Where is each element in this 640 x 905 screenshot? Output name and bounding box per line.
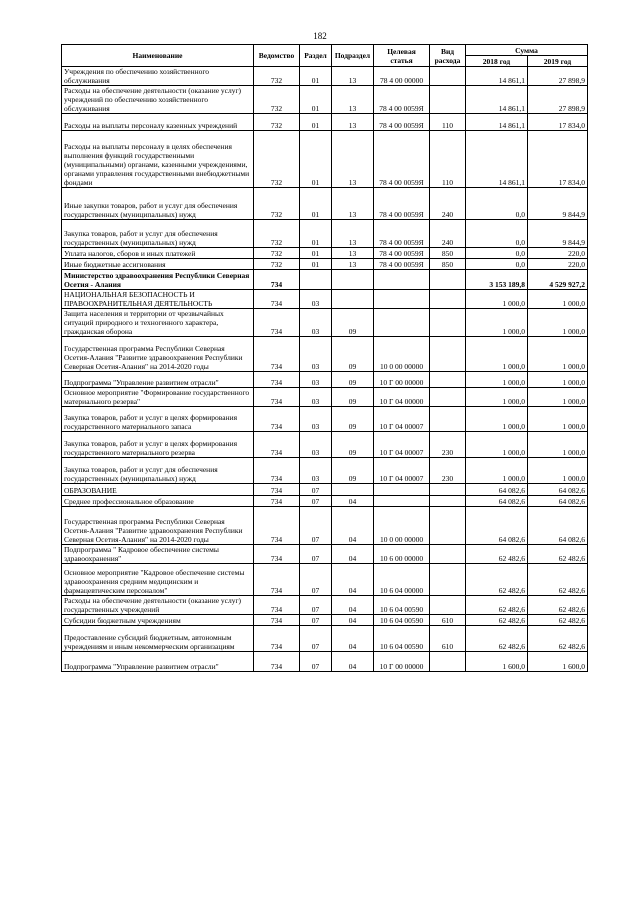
cell-v2019: 1 000,0 (528, 309, 588, 337)
table-row (62, 596, 588, 615)
cell-target: 10 6 04 00590 (374, 596, 430, 615)
header-dept: Ведомство (254, 45, 300, 67)
cell-sub: 04 (332, 652, 374, 672)
table-row (62, 407, 588, 432)
cell-exp: 110 (430, 131, 466, 188)
cell-exp (430, 496, 466, 507)
header-2018: 2018 год (466, 56, 528, 67)
cell-target: 78 4 00 0059Я (374, 114, 430, 131)
cell-sec: 07 (300, 484, 332, 496)
cell-sub: 09 (332, 337, 374, 372)
cell-exp (430, 372, 466, 388)
cell-v2019: 4 529 927,2 (528, 270, 588, 290)
cell-target (374, 496, 430, 507)
cell-exp (430, 388, 466, 407)
table-row (62, 248, 588, 259)
cell-v2018: 62 482,6 (466, 615, 528, 626)
cell-exp (430, 596, 466, 615)
cell-target (374, 290, 430, 309)
cell-exp (430, 309, 466, 337)
cell-name: Основное мероприятие "Формирование государственного материального резерва" (62, 388, 254, 407)
cell-sub: 04 (332, 615, 374, 626)
table-row (62, 496, 588, 507)
cell-sec: 01 (300, 188, 332, 220)
cell-sub: 13 (332, 188, 374, 220)
cell-sec: 01 (300, 86, 332, 114)
cell-sec: 03 (300, 388, 332, 407)
table-row (62, 86, 588, 114)
cell-name: Предоставление субсидий бюджетным, автономным учреждениям и иным некоммерческим организациям (62, 626, 254, 652)
cell-dept: 734 (254, 372, 300, 388)
cell-sub: 13 (332, 248, 374, 259)
cell-v2018: 14 861,1 (466, 114, 528, 131)
cell-name: Уплата налогов, сборов и иных платежей (62, 248, 254, 259)
cell-v2019: 1 000,0 (528, 290, 588, 309)
cell-sec: 03 (300, 290, 332, 309)
cell-v2019: 64 082,6 (528, 507, 588, 545)
cell-exp: 230 (430, 432, 466, 458)
cell-dept: 732 (254, 248, 300, 259)
cell-v2019: 64 082,6 (528, 496, 588, 507)
table-row (62, 388, 588, 407)
cell-exp (430, 290, 466, 309)
cell-v2018: 1 000,0 (466, 372, 528, 388)
cell-exp (430, 507, 466, 545)
cell-name: Государственная программа Республики Северная Осетия-Алания "Развитие здравоохранения Республики Северная Осетия-Алания" на 2014-2020 годы (62, 337, 254, 372)
cell-sub (332, 484, 374, 496)
cell-dept: 734 (254, 545, 300, 564)
cell-v2018: 1 000,0 (466, 309, 528, 337)
cell-target (374, 270, 430, 290)
cell-name: Расходы на выплаты персоналу казенных учреждений (62, 114, 254, 131)
cell-dept: 734 (254, 615, 300, 626)
cell-sub (332, 290, 374, 309)
cell-dept: 732 (254, 131, 300, 188)
cell-target: 10 Г 04 00007 (374, 432, 430, 458)
cell-exp (430, 407, 466, 432)
cell-v2019: 62 482,6 (528, 564, 588, 596)
cell-v2019: 9 844,9 (528, 220, 588, 248)
cell-target: 78 4 00 0059Я (374, 220, 430, 248)
cell-dept: 732 (254, 67, 300, 86)
cell-target (374, 309, 430, 337)
cell-exp (430, 67, 466, 86)
table-row (62, 615, 588, 626)
cell-sub: 04 (332, 507, 374, 545)
cell-sub (332, 270, 374, 290)
cell-sub: 13 (332, 86, 374, 114)
cell-target: 10 0 00 00000 (374, 507, 430, 545)
cell-target: 10 6 04 00000 (374, 564, 430, 596)
cell-name: ОБРАЗОВАНИЕ (62, 484, 254, 496)
cell-sec: 07 (300, 507, 332, 545)
table-row (62, 220, 588, 248)
cell-name: Подпрограмма " Кадровое обеспечение системы здравоохранения" (62, 545, 254, 564)
cell-name: Защита населения и территории от чрезвычайных ситуаций природного и техногенного характера, гражданская оборона (62, 309, 254, 337)
cell-sec: 01 (300, 259, 332, 270)
cell-sub: 09 (332, 372, 374, 388)
cell-v2018: 0,0 (466, 188, 528, 220)
cell-v2018: 1 000,0 (466, 407, 528, 432)
cell-v2019: 220,0 (528, 248, 588, 259)
cell-sub: 13 (332, 220, 374, 248)
cell-exp: 240 (430, 220, 466, 248)
cell-v2019: 1 600,0 (528, 652, 588, 672)
cell-v2018: 14 861,1 (466, 86, 528, 114)
cell-exp: 610 (430, 626, 466, 652)
cell-sec: 07 (300, 564, 332, 596)
cell-name: Государственная программа Республики Северная Осетия-Алания "Развитие здравоохранения Республики Северная Осетия-Алания" на 2014-2020 годы (62, 507, 254, 545)
table-row (62, 545, 588, 564)
cell-sec (300, 270, 332, 290)
cell-v2019: 62 482,6 (528, 615, 588, 626)
cell-v2019: 64 082,6 (528, 484, 588, 496)
cell-dept: 734 (254, 484, 300, 496)
cell-v2018: 64 082,6 (466, 484, 528, 496)
cell-v2018: 64 082,6 (466, 507, 528, 545)
cell-name: Подпрограмма "Управление развитием отрасли" (62, 372, 254, 388)
cell-target: 10 6 00 00000 (374, 545, 430, 564)
table-row (62, 114, 588, 131)
cell-name: Закупка товаров, работ и услуг в целях формирования государственного материального запаса (62, 407, 254, 432)
cell-v2019: 1 000,0 (528, 407, 588, 432)
table-row (62, 309, 588, 337)
cell-exp: 230 (430, 458, 466, 484)
cell-dept: 734 (254, 507, 300, 545)
header-subsection: Подраздел (332, 45, 374, 67)
cell-name: Субсидии бюджетным учреждениям (62, 615, 254, 626)
table-row (62, 564, 588, 596)
cell-dept: 734 (254, 564, 300, 596)
cell-v2019: 220,0 (528, 259, 588, 270)
cell-sec: 01 (300, 67, 332, 86)
cell-exp (430, 270, 466, 290)
cell-target: 78 4 00 0059Я (374, 188, 430, 220)
cell-sec: 07 (300, 626, 332, 652)
cell-v2018: 0,0 (466, 220, 528, 248)
cell-exp: 610 (430, 615, 466, 626)
cell-v2019: 62 482,6 (528, 545, 588, 564)
cell-name: Основное мероприятие "Кадровое обеспечение системы здравоохранения средним медицинским и фармацевтическим персоналом" (62, 564, 254, 596)
table-row (62, 131, 588, 188)
cell-dept: 732 (254, 220, 300, 248)
cell-v2018: 1 000,0 (466, 388, 528, 407)
header-2019: 2019 год (528, 56, 588, 67)
cell-sub: 13 (332, 67, 374, 86)
cell-sec: 03 (300, 432, 332, 458)
cell-v2019: 17 834,0 (528, 114, 588, 131)
cell-v2019: 1 000,0 (528, 372, 588, 388)
cell-dept: 732 (254, 259, 300, 270)
header-section: Раздел (300, 45, 332, 67)
cell-target: 78 4 00 00000 (374, 67, 430, 86)
cell-sec: 03 (300, 372, 332, 388)
table-row (62, 626, 588, 652)
cell-dept: 734 (254, 290, 300, 309)
cell-v2018: 3 153 189,8 (466, 270, 528, 290)
cell-name: Закупка товаров, работ и услуг для обеспечения государственных (муниципальных) нужд (62, 220, 254, 248)
cell-target: 10 0 00 00000 (374, 337, 430, 372)
cell-sec: 01 (300, 114, 332, 131)
cell-v2018: 0,0 (466, 248, 528, 259)
cell-sec: 07 (300, 596, 332, 615)
table-body (62, 67, 588, 672)
cell-exp (430, 337, 466, 372)
cell-dept: 734 (254, 270, 300, 290)
cell-exp: 110 (430, 114, 466, 131)
cell-sub: 09 (332, 458, 374, 484)
cell-dept: 734 (254, 652, 300, 672)
cell-dept: 732 (254, 188, 300, 220)
cell-target: 10 6 04 00590 (374, 615, 430, 626)
cell-target: 10 Г 04 00007 (374, 458, 430, 484)
cell-target: 10 Г 04 00007 (374, 407, 430, 432)
cell-target: 78 4 00 0059Я (374, 86, 430, 114)
cell-dept: 734 (254, 432, 300, 458)
cell-dept: 734 (254, 388, 300, 407)
cell-v2019: 1 000,0 (528, 388, 588, 407)
cell-target: 78 4 00 0059Я (374, 259, 430, 270)
cell-name: НАЦИОНАЛЬНАЯ БЕЗОПАСНОСТЬ И ПРАВООХРАНИТЕЛЬНАЯ ДЕЯТЕЛЬНОСТЬ (62, 290, 254, 309)
cell-v2018: 1 000,0 (466, 290, 528, 309)
cell-target: 10 6 04 00590 (374, 626, 430, 652)
cell-v2018: 0,0 (466, 259, 528, 270)
cell-sub: 04 (332, 596, 374, 615)
cell-name: Закупка товаров, работ и услуг для обеспечения государственных (муниципальных) нужд (62, 458, 254, 484)
table-row (62, 432, 588, 458)
cell-v2019: 1 000,0 (528, 458, 588, 484)
cell-dept: 734 (254, 596, 300, 615)
cell-exp (430, 652, 466, 672)
cell-name: Иные бюджетные ассигнования (62, 259, 254, 270)
cell-v2018: 62 482,6 (466, 545, 528, 564)
cell-v2018: 1 000,0 (466, 337, 528, 372)
cell-sec: 03 (300, 309, 332, 337)
cell-target: 10 Г 00 00000 (374, 372, 430, 388)
cell-sub: 13 (332, 259, 374, 270)
cell-v2019: 27 898,9 (528, 67, 588, 86)
cell-sub: 09 (332, 407, 374, 432)
cell-v2019: 27 898,9 (528, 86, 588, 114)
cell-v2018: 62 482,6 (466, 564, 528, 596)
cell-v2018: 14 861,1 (466, 131, 528, 188)
cell-target: 10 Г 04 00000 (374, 388, 430, 407)
cell-dept: 734 (254, 337, 300, 372)
table-row (62, 188, 588, 220)
table-row (62, 652, 588, 672)
header-sum: Сумма (466, 45, 588, 56)
table-row (62, 458, 588, 484)
cell-v2019: 62 482,6 (528, 596, 588, 615)
table-row (62, 484, 588, 496)
cell-sub: 04 (332, 496, 374, 507)
cell-dept: 734 (254, 496, 300, 507)
cell-target: 10 Г 00 00000 (374, 652, 430, 672)
cell-dept: 734 (254, 309, 300, 337)
cell-sub: 04 (332, 545, 374, 564)
cell-exp: 850 (430, 248, 466, 259)
cell-dept: 734 (254, 626, 300, 652)
budget-table (61, 44, 588, 672)
cell-v2019: 1 000,0 (528, 432, 588, 458)
cell-v2018: 62 482,6 (466, 596, 528, 615)
cell-sub: 13 (332, 114, 374, 131)
cell-v2018: 1 000,0 (466, 458, 528, 484)
cell-sub: 09 (332, 388, 374, 407)
cell-sub: 04 (332, 564, 374, 596)
cell-sec: 01 (300, 220, 332, 248)
cell-target: 78 4 00 0059Я (374, 131, 430, 188)
cell-name: Расходы на выплаты персоналу в целях обеспечения выполнения функций государственными (муниципальными) органами, казенными учреждениями, органами управления государственными внебюджетными фондами (62, 131, 254, 188)
table-row (62, 507, 588, 545)
cell-sec: 07 (300, 545, 332, 564)
cell-v2018: 62 482,6 (466, 626, 528, 652)
cell-name: Министерство здравоохранения Республики Северная Осетия - Алания (62, 270, 254, 290)
cell-v2018: 14 861,1 (466, 67, 528, 86)
cell-sec: 07 (300, 496, 332, 507)
cell-name: Подпрограмма "Управление развитием отрасли" (62, 652, 254, 672)
table-row (62, 270, 588, 290)
cell-dept: 732 (254, 86, 300, 114)
cell-v2019: 62 482,6 (528, 626, 588, 652)
table-row (62, 67, 588, 86)
cell-name: Среднее профессиональное образование (62, 496, 254, 507)
cell-exp: 240 (430, 188, 466, 220)
cell-name: Закупка товаров, работ и услуг в целях формирования государственного материального резерва (62, 432, 254, 458)
cell-exp (430, 564, 466, 596)
cell-target: 78 4 00 0059Я (374, 248, 430, 259)
cell-sub: 09 (332, 309, 374, 337)
cell-sub: 13 (332, 131, 374, 188)
page-number: 182 (313, 31, 327, 41)
cell-dept: 732 (254, 114, 300, 131)
header-name: Наименование (62, 45, 254, 67)
cell-name: Расходы на обеспечение деятельности (оказание услуг) государственных учреждений (62, 596, 254, 615)
header-target: Целевая статья (374, 45, 430, 67)
cell-target (374, 484, 430, 496)
cell-v2019: 17 834,0 (528, 131, 588, 188)
cell-sub: 04 (332, 626, 374, 652)
cell-v2019: 1 000,0 (528, 337, 588, 372)
cell-name: Расходы на обеспечение деятельности (оказание услуг) учреждений по обеспечению хозяйственного обслуживания (62, 86, 254, 114)
cell-sub: 09 (332, 432, 374, 458)
cell-sec: 03 (300, 407, 332, 432)
cell-sec: 01 (300, 131, 332, 188)
cell-exp: 850 (430, 259, 466, 270)
table-row (62, 337, 588, 372)
table-row (62, 372, 588, 388)
cell-dept: 734 (254, 458, 300, 484)
table-row (62, 290, 588, 309)
header-expense: Вид расхода (430, 45, 466, 67)
cell-sec: 03 (300, 458, 332, 484)
cell-sec: 01 (300, 248, 332, 259)
cell-v2018: 64 082,6 (466, 496, 528, 507)
cell-sec: 03 (300, 337, 332, 372)
cell-v2018: 1 000,0 (466, 432, 528, 458)
cell-sec: 07 (300, 615, 332, 626)
cell-dept: 734 (254, 407, 300, 432)
cell-exp (430, 484, 466, 496)
cell-exp (430, 86, 466, 114)
cell-v2019: 9 844,9 (528, 188, 588, 220)
cell-name: Иные закупки товаров, работ и услуг для обеспечения государственных (муниципальных) нужд (62, 188, 254, 220)
table-row (62, 259, 588, 270)
cell-sec: 07 (300, 652, 332, 672)
cell-name: Учреждения по обеспечению хозяйственного обслуживания (62, 67, 254, 86)
cell-v2018: 1 600,0 (466, 652, 528, 672)
cell-exp (430, 545, 466, 564)
